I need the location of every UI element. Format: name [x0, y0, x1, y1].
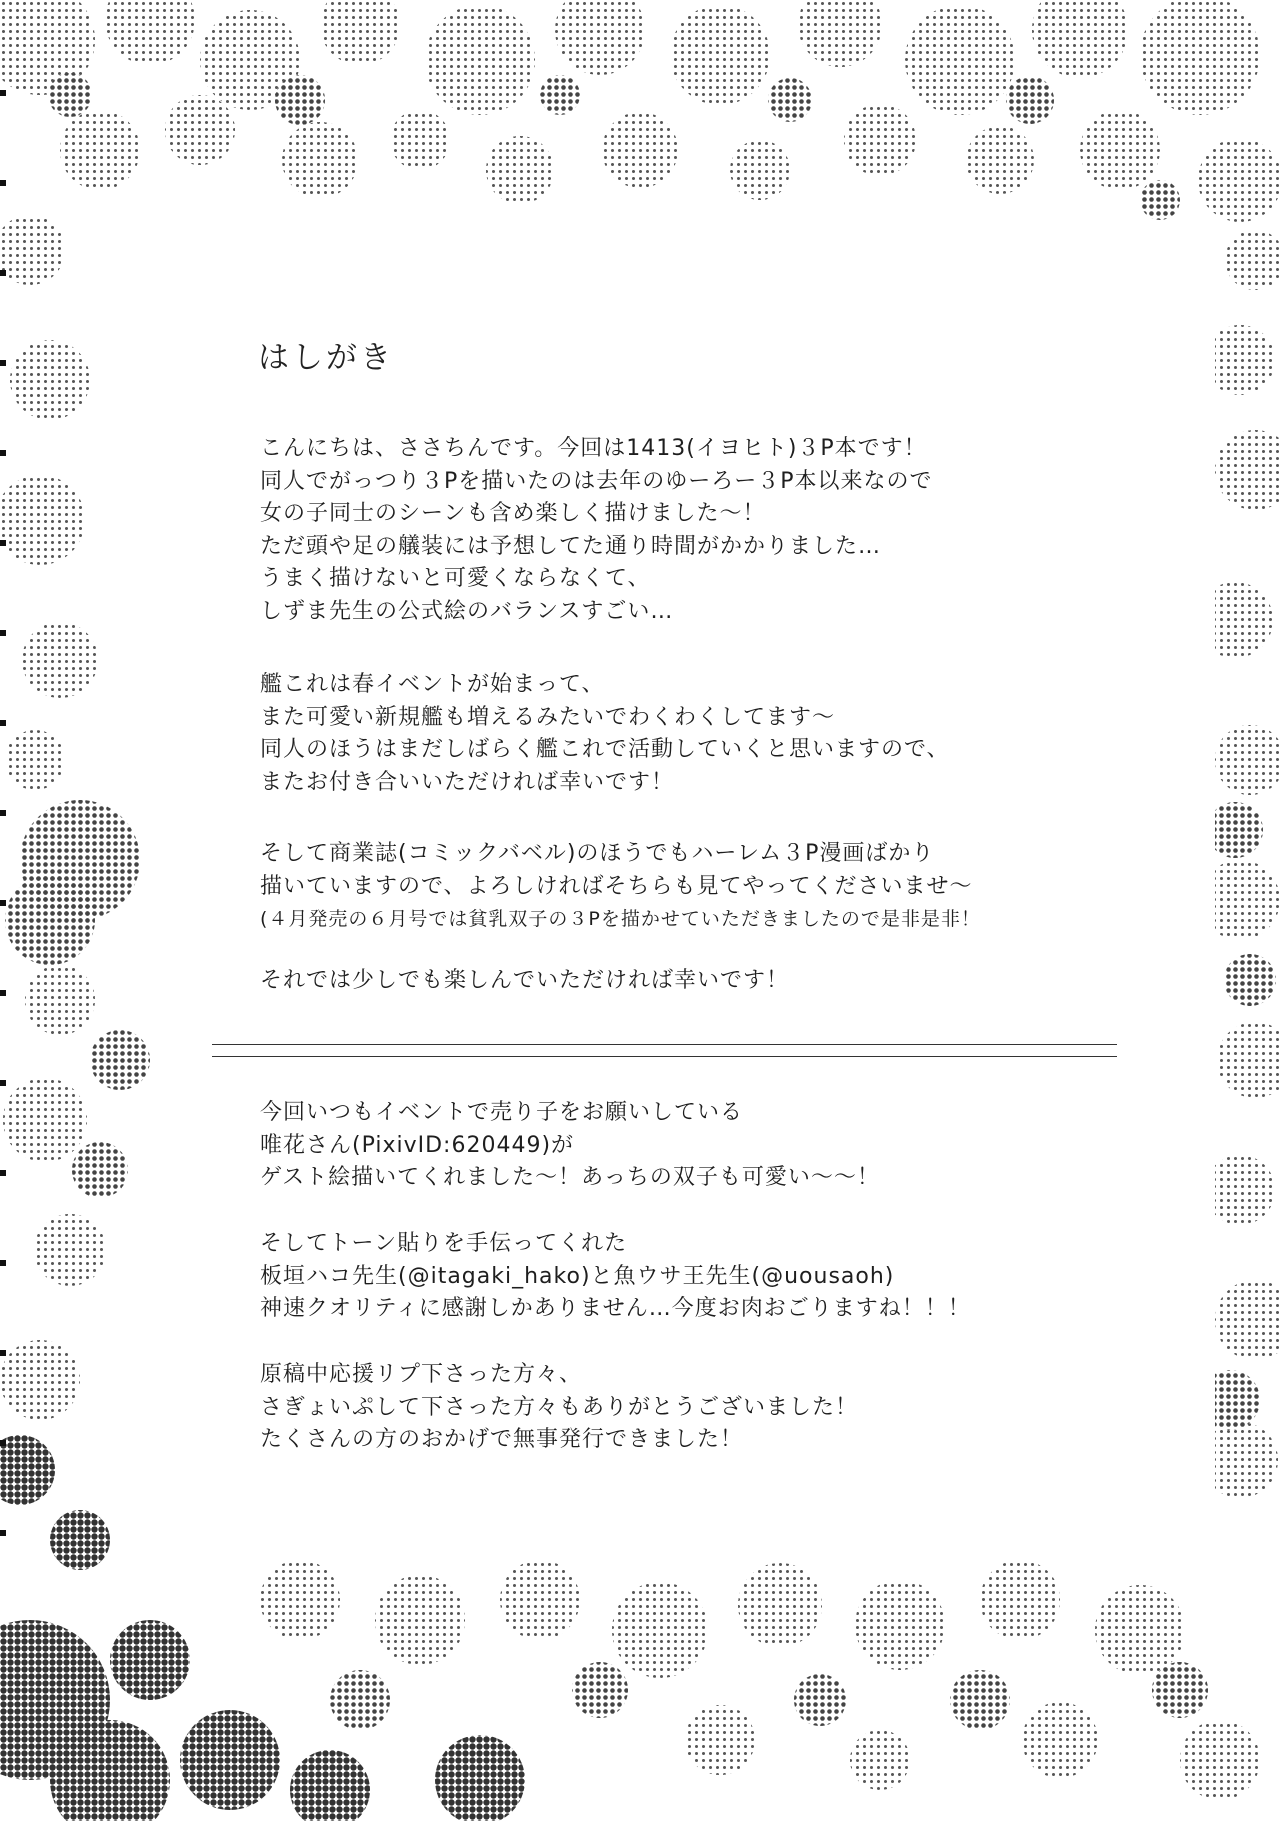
kancolle-paragraph: [260, 669, 950, 799]
paragraph-line: そして商業誌(コミックバベル)のほうでもハーレム３P漫画ばかり: [260, 841, 935, 866]
binding-rings: [0, 0, 10, 1821]
page-title: はしがき: [258, 340, 394, 376]
paragraph-line: それでは少しでも楽しんでいただければ幸いです！: [260, 968, 790, 993]
paragraph-line: またお付き合いいただければ幸いです！: [260, 769, 675, 795]
commercial-paragraph: [260, 838, 981, 936]
paragraph-line: 神速クオリティに感謝しかありません…今度お肉おごりますね！！！: [260, 1296, 971, 1321]
paragraph-line: 女の子同士のシーンも含め楽しく描けました～！: [260, 501, 766, 526]
paragraph-line: 描いていますので、よろしければそちらも見てやってくださいませ～: [260, 873, 973, 899]
paragraph-line: こんにちは、ささちんです。今回は1413(イヨヒト)３P本です！: [260, 436, 927, 461]
paragraph-line: ゲスト絵描いてくれました～！あっちの双子も可愛い～～！: [260, 1165, 880, 1190]
paragraph-line: うまく描けないと可愛くならなくて、: [260, 566, 651, 591]
paragraph-line: また可愛い新規艦も増えるみたいでわくわくしてます～: [260, 704, 836, 730]
paragraph-line: 同人のほうはまだしばらく艦これで活動していくと思いますので、: [260, 737, 950, 762]
guest-thanks-paragraph: [260, 1097, 880, 1195]
paragraph-line: 板垣ハコ先生(@itagaki_hako)と魚ウサ王先生(@uousaoh): [260, 1263, 895, 1289]
paragraph-line: たくさんの方のおかげで無事発行できました！: [260, 1427, 744, 1452]
closing-paragraph: [260, 965, 789, 998]
paragraph-line: ただ頭や足の艤装には予想してた通り時間がかかりました…: [260, 533, 882, 559]
divider-line-top: [212, 1044, 1117, 1045]
paragraph-line: そしてトーン貼りを手伝ってくれた: [260, 1231, 628, 1256]
readers-thanks-paragraph: [260, 1359, 858, 1457]
paragraph-line: 艦これは春イベントが始まって、: [260, 672, 605, 697]
paragraph-line: 今回いつもイベントで売り子をお願いしている: [260, 1100, 744, 1125]
divider-line-bottom: [212, 1056, 1117, 1057]
paragraph-line: 唯花さん(PixivID:620449)が: [260, 1132, 575, 1158]
tone-thanks-paragraph: [260, 1228, 971, 1326]
paragraph-line: 原稿中応援リプ下さった方々、: [260, 1362, 583, 1387]
paragraph-line: 同人でがっつり３Pを描いたのは去年のゆーろー３P本以来なので: [260, 468, 933, 494]
paragraph-note: (４月発売の６月号では貧乳双子の３Pを描かせていただきましたので是非是非！: [260, 908, 981, 930]
paragraph-line: さぎょいぷして下さった方々もありがとうございました！: [260, 1394, 859, 1420]
intro-paragraph: [260, 433, 933, 628]
paragraph-line: しずま先生の公式絵のバランスすごい…: [260, 598, 674, 624]
